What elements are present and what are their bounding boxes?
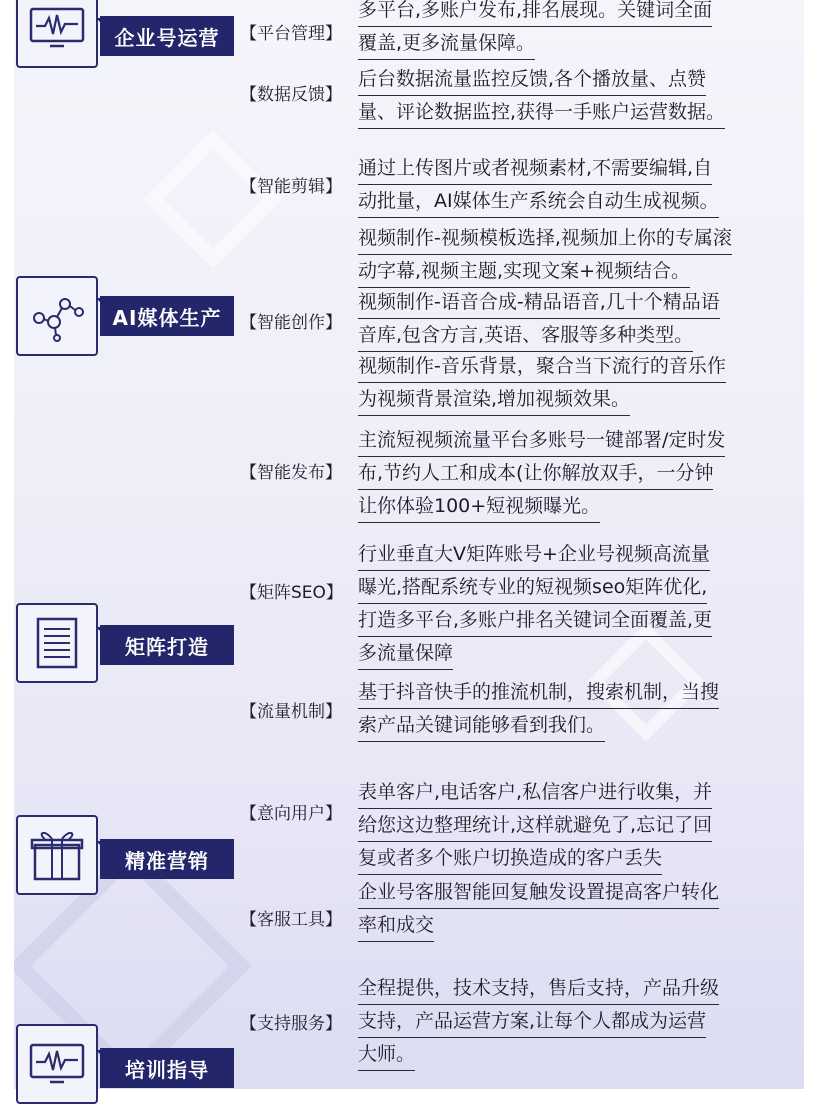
category-label: 矩阵打造 [100, 625, 234, 665]
desc-line: 视频制作-音乐背景，聚合当下流行的音乐作 [358, 351, 726, 383]
desc-line: 后台数据流量监控反馈,各个播放量、点赞 [358, 64, 706, 96]
feature-tag-seo: 【矩阵SEO】 [240, 583, 343, 603]
gift-box-icon [16, 815, 98, 895]
feature-tag-editing: 【智能剪辑】 [240, 177, 342, 197]
feature-tag-intent: 【意向用户】 [240, 804, 342, 824]
desc-line: 复或者多个账户切换造成的客户丢失 [358, 843, 662, 875]
feature-desc-intent [358, 776, 798, 875]
category-training [16, 1024, 236, 1108]
category-matrix [16, 603, 236, 687]
desc-line: 视频制作-视频模板选择,视频加上你的专属滚 [358, 223, 732, 255]
decorative-diamond [144, 130, 283, 269]
category-label: AI媒体生产 [100, 296, 234, 336]
category-label: 企业号运营 [100, 16, 234, 56]
desc-line: 动字幕,视频主题,实现文案+视频结合。 [358, 256, 690, 288]
feature-desc-voice [358, 286, 798, 352]
desc-line: 为视频背景渲染,增加视频效果。 [358, 384, 630, 416]
feature-desc-seo [358, 538, 798, 670]
desc-line: 表单客户,电话客户,私信客户进行收集，并 [358, 777, 712, 809]
monitor-waveform-icon [16, 0, 98, 68]
desc-line: 支持，产品运营方案,让每个人都成为运营 [358, 1006, 706, 1038]
desc-line: 索产品关键词能够看到我们。 [358, 710, 605, 742]
feature-tag-support: 【支持服务】 [240, 1014, 342, 1034]
feature-desc-data [358, 63, 798, 129]
feature-tag-service-tool: 【客服工具】 [240, 910, 342, 930]
desc-line: 动批量，AI媒体生产系统会自动生成视频。 [358, 186, 719, 218]
desc-line: 全程提供，技术支持，售后支持，产品升级 [358, 973, 719, 1005]
desc-line: 基于抖音快手的推流机制，搜索机制，当搜 [358, 677, 719, 709]
desc-line: 布,节约人工和成本(让你解放双手，一分钟 [358, 458, 713, 490]
feature-desc-editing [358, 152, 798, 218]
molecule-network-icon [16, 276, 98, 356]
category-label: 精准营销 [100, 839, 234, 879]
desc-line: 给您这边整理统计,这样就避免了,忘记了回 [358, 810, 712, 842]
document-icon [16, 603, 98, 683]
desc-line: 量、评论数据监控,获得一手账户运营数据。 [358, 97, 725, 129]
category-enterprise-operation [16, 0, 236, 72]
monitor-waveform-icon [16, 1024, 98, 1104]
desc-line: 通过上传图片或者视频素材,不需要编辑,自 [358, 153, 712, 185]
desc-line: 行业垂直大V矩阵账号+企业号视频高流量 [358, 539, 710, 571]
desc-line: 大师。 [358, 1039, 415, 1071]
feature-desc-service-tool [358, 876, 798, 942]
desc-line: 多平台,多账户发布,排名展现。关键词全面 [358, 0, 712, 27]
desc-line: 打造多平台,多账户排名关键词全面覆盖,更 [358, 605, 712, 637]
desc-line: 视频制作-语音合成-精品语音,几十个精品语 [358, 287, 720, 319]
desc-line: 企业号客服智能回复触发设置提高客户转化 [358, 877, 719, 909]
feature-desc-traffic [358, 676, 798, 742]
category-precision-marketing [16, 815, 236, 899]
feature-tag-creation: 【智能创作】 [240, 313, 342, 333]
feature-desc-support [358, 972, 798, 1071]
desc-line: 主流短视频流量平台多账号一键部署/定时发 [358, 425, 725, 457]
desc-line: 率和成交 [358, 910, 434, 942]
feature-desc-platform [358, 0, 798, 60]
feature-desc-template [358, 222, 798, 288]
desc-line: 曝光,搭配系统专业的短视频seo矩阵优化, [358, 572, 707, 604]
feature-desc-music [358, 350, 798, 416]
feature-tag-traffic: 【流量机制】 [240, 702, 342, 722]
feature-desc-publish [358, 424, 798, 523]
feature-tag-data: 【数据反馈】 [240, 85, 342, 105]
desc-line: 覆盖,更多流量保障。 [358, 28, 535, 60]
category-ai-media [16, 276, 236, 360]
desc-line: 音库,包含方言,英语、客服等多种类型。 [358, 320, 693, 352]
desc-line: 让你体验100+短视频曝光。 [358, 491, 600, 523]
category-label: 培训指导 [100, 1048, 234, 1088]
feature-tag-publish: 【智能发布】 [240, 463, 342, 483]
desc-line: 多流量保障 [358, 638, 453, 670]
feature-tag-platform: 【平台管理】 [240, 24, 342, 44]
